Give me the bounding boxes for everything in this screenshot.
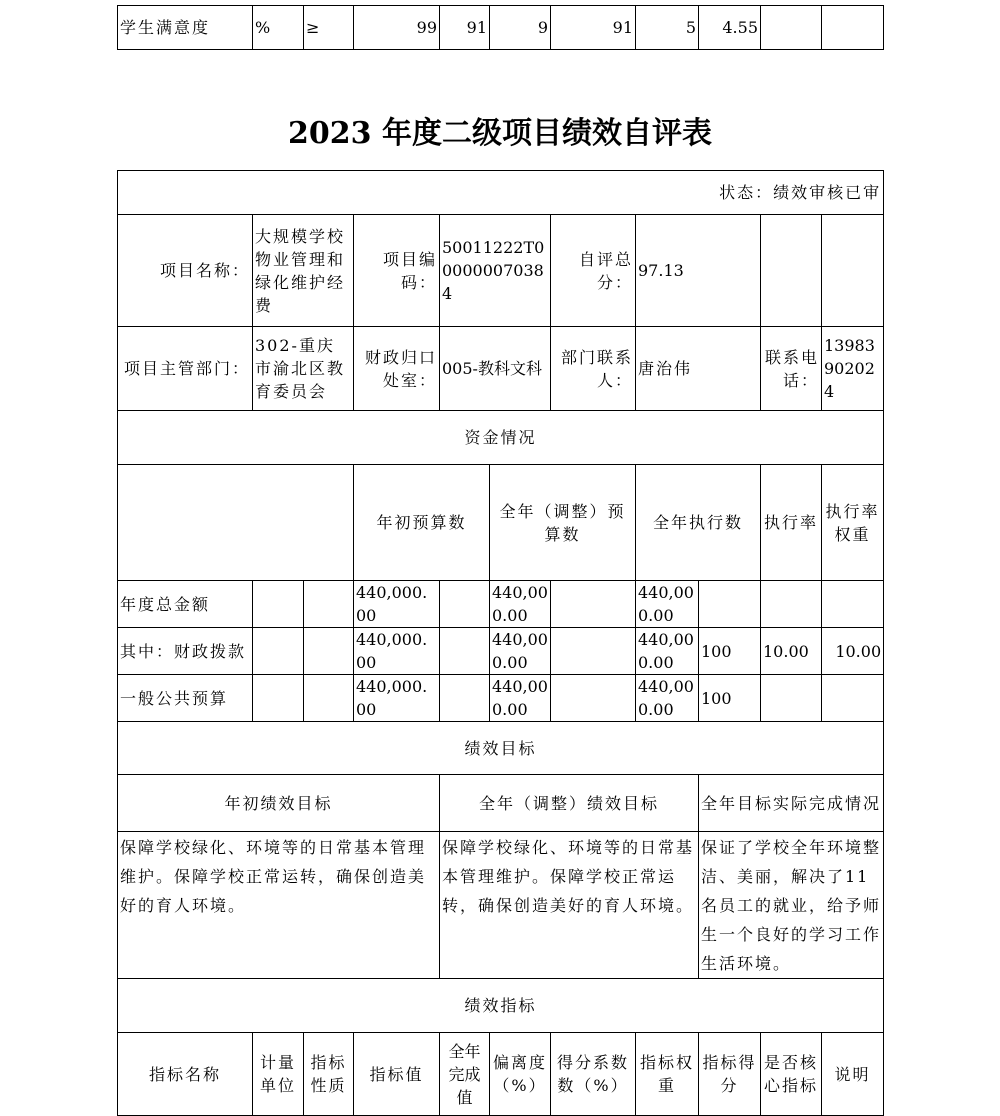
dept-label: 项目主管部门： [118, 327, 253, 411]
empty-cell [304, 628, 354, 675]
header-executed: 全年执行数 [636, 465, 761, 581]
department-row [118, 327, 884, 411]
funds-row-label: 年度总金额 [118, 581, 253, 628]
project-name-value: 大规模学校物业管理和绿化维护经费 [253, 215, 354, 327]
funds-rate-weight: 10.00 [761, 628, 822, 675]
funds-adjusted: 440,000.00 [490, 581, 551, 628]
empty-cell [551, 581, 636, 628]
empty-cell [253, 675, 304, 722]
funds-adjusted: 440,000.00 [490, 675, 551, 722]
funds-initial: 440,000.00 [354, 675, 440, 722]
funds-adjusted: 440,000.00 [490, 628, 551, 675]
empty-cell [253, 628, 304, 675]
adjusted-goal-text: 保障学校绿化、环境等的日常基本管理维护。保障学校正常运转，确保创造美好的育人环境。 [440, 832, 699, 979]
header-rate-weight: 执行率权重 [822, 465, 884, 581]
funds-section-title: 资金情况 [118, 411, 884, 465]
status-text: 状态：绩效审核已审 [118, 171, 884, 215]
header-initial-budget: 年初预算数 [354, 465, 490, 581]
funds-initial: 440,000.00 [354, 581, 440, 628]
header-rate: 执行率 [761, 465, 822, 581]
dept-value: 302-重庆市渝北区教育委员会 [253, 327, 354, 411]
header-indicator-name: 指标名称 [118, 1033, 253, 1116]
funds-row-label: 一般公共预算 [118, 675, 253, 722]
header-completion: 全年完成值 [440, 1033, 490, 1116]
header-adjusted-goal: 全年（调整）绩效目标 [440, 775, 699, 832]
table-row [118, 6, 884, 50]
finance-label: 财政归口处室： [354, 327, 440, 411]
header-deviation: 偏离度（%） [490, 1033, 551, 1116]
goals-text-row [118, 832, 884, 979]
empty-cell [551, 675, 636, 722]
self-score-label: 自评总分： [551, 215, 636, 327]
status-row [118, 171, 884, 215]
self-evaluation-table [117, 170, 884, 1116]
empty-cell [304, 581, 354, 628]
header-coef: 得分系数数（%） [551, 1033, 636, 1116]
indicators-section-row [118, 979, 884, 1033]
goals-section-row [118, 722, 884, 775]
empty-cell [551, 628, 636, 675]
funds-header-row [118, 465, 884, 581]
empty-cell [253, 581, 304, 628]
indicator-coef: 91 [551, 6, 636, 50]
header-weight: 指标权重 [636, 1033, 699, 1116]
goals-header-row [118, 775, 884, 832]
header-initial-goal: 年初绩效目标 [118, 775, 440, 832]
project-code-label: 项目编码： [354, 215, 440, 327]
initial-goal-text: 保障学校绿化、环境等的日常基本管理维护。保障学校正常运转，确保创造美好的育人环境。 [118, 832, 440, 979]
funds-section-row [118, 411, 884, 465]
table-row [118, 581, 884, 628]
indicator-weight: 5 [636, 6, 699, 50]
empty-cell [440, 581, 490, 628]
goals-section-title: 绩效目标 [118, 722, 884, 775]
indicator-name: 学生满意度 [118, 6, 253, 50]
header-unit: 计量单位 [253, 1033, 304, 1116]
funds-rate-weight [761, 675, 822, 722]
top-indicator-table [117, 5, 884, 50]
project-code-value: 50011222T000000070384 [440, 215, 551, 327]
funds-rate-score [822, 675, 884, 722]
funds-rate-score [822, 581, 884, 628]
funds-executed: 440,000.00 [636, 581, 699, 628]
funds-rate-score: 10.00 [822, 628, 884, 675]
funds-rate: 100 [699, 675, 761, 722]
funds-rate-weight [761, 581, 822, 628]
indicators-header-row [118, 1033, 884, 1116]
funds-row-label: 其中：财政拨款 [118, 628, 253, 675]
header-adjusted-budget: 全年（调整）预算数 [490, 465, 636, 581]
table-row [118, 675, 884, 722]
empty-cell [761, 215, 822, 327]
empty-cell [440, 675, 490, 722]
indicator-nature: ≥ [304, 6, 354, 50]
empty-cell [440, 628, 490, 675]
project-row [118, 215, 884, 327]
empty-cell [822, 215, 884, 327]
header-nature: 指标性质 [304, 1033, 354, 1116]
contact-value: 唐治伟 [636, 327, 761, 411]
indicator-deviation: 9 [490, 6, 551, 50]
funds-rate [699, 581, 761, 628]
indicators-section-title: 绩效指标 [118, 979, 884, 1033]
project-name-label: 项目名称： [118, 215, 253, 327]
header-actual-goal: 全年目标实际完成情况 [699, 775, 884, 832]
indicator-unit: % [253, 6, 304, 50]
indicator-actual: 91 [440, 6, 490, 50]
indicator-score: 4.55 [699, 6, 761, 50]
funds-executed: 440,000.00 [636, 675, 699, 722]
empty-cell [118, 465, 354, 581]
header-score: 指标得分 [699, 1033, 761, 1116]
actual-goal-text: 保证了学校全年环境整洁、美丽，解决了11名员工的就业，给予师生一个良好的学习工作生活环境。 [699, 832, 884, 979]
header-value: 指标值 [354, 1033, 440, 1116]
phone-label: 联系电话： [761, 327, 822, 411]
indicator-note [822, 6, 884, 50]
funds-rate: 100 [699, 628, 761, 675]
page-title: 2023 年度二级项目绩效自评表 [288, 116, 712, 151]
funds-initial: 440,000.00 [354, 628, 440, 675]
contact-label: 部门联系人： [551, 327, 636, 411]
table-row [118, 628, 884, 675]
funds-executed: 440,000.00 [636, 628, 699, 675]
finance-value: 005-教科文科 [440, 327, 551, 411]
header-note: 说明 [822, 1033, 884, 1116]
phone-value: 13983902024 [822, 327, 884, 411]
indicator-core [761, 6, 822, 50]
indicator-target: 99 [354, 6, 440, 50]
header-core: 是否核心指标 [761, 1033, 822, 1116]
self-score-value: 97.13 [636, 215, 761, 327]
empty-cell [304, 675, 354, 722]
